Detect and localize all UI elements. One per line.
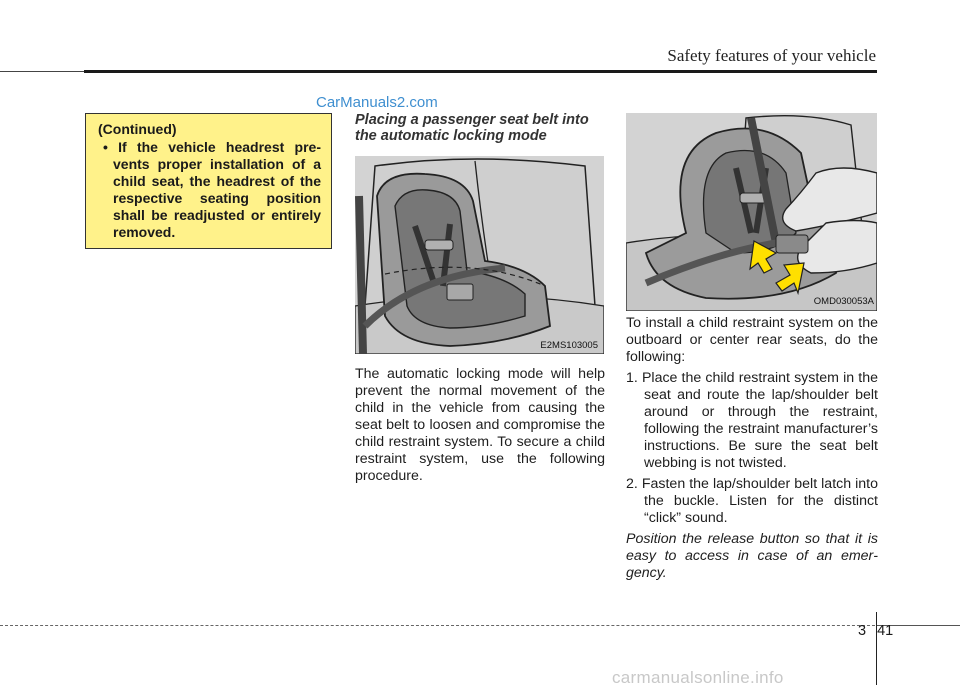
buckle-illustration [626,113,877,311]
page-number-value: 41 [877,623,894,639]
locking-mode-paragraph: The automatic locking mode will help prevent the normal movement of the child in the vehicle from causing the seat belt to loosen and compromise the child restraint system. To secure a child restraint system, use the following procedure. [355,366,605,484]
chapter-number: 3 [858,623,867,639]
step-1: 1. Place the child restraint system in the seat and route the lap/shoulder belt around or through the restraint, following the restraint manufacturer’s instructions. Be sure the seat belt webbing is not twisted. [626,370,878,471]
footer-rule [0,625,880,626]
section-title: Safety features of your vehicle [667,46,876,65]
section-heading: Placing a passenger seat belt into the automatic locking mode [355,112,589,144]
watermark-bottom[interactable]: carmanualsonline.info [612,668,784,687]
installation-intro: To install a child restraint system on the outboard or center rear seats, do the following: [626,315,878,365]
bullet-icon: • [103,139,108,155]
release-button-note: Position the release button so that it is easy to access in case of an emergency. [626,531,878,581]
child-seat-figure [355,156,604,354]
figure-code: E2MS103005 [540,340,598,351]
step-2: 2. Fasten the lap/shoulder belt latch into the buckle. Listen for the distinct “click” sound. [626,476,878,526]
installation-instructions [626,315,878,586]
figure-code: OMD030053A [813,296,874,307]
child-seat-illustration [355,156,604,354]
warning-box [85,113,332,249]
header-rule [84,70,877,73]
warning-item-text: If the vehicle headrest prevents proper installation of a child seat, the headrest of the respective seating position shall be readjusted or entirely removed. [113,139,321,240]
watermark-top[interactable]: CarManuals2.com [316,94,438,111]
page-number [858,623,893,639]
warning-item [98,139,321,241]
buckle-figure [626,113,877,311]
header-rule-left [0,71,84,72]
warning-heading: (Continued) [98,121,177,137]
